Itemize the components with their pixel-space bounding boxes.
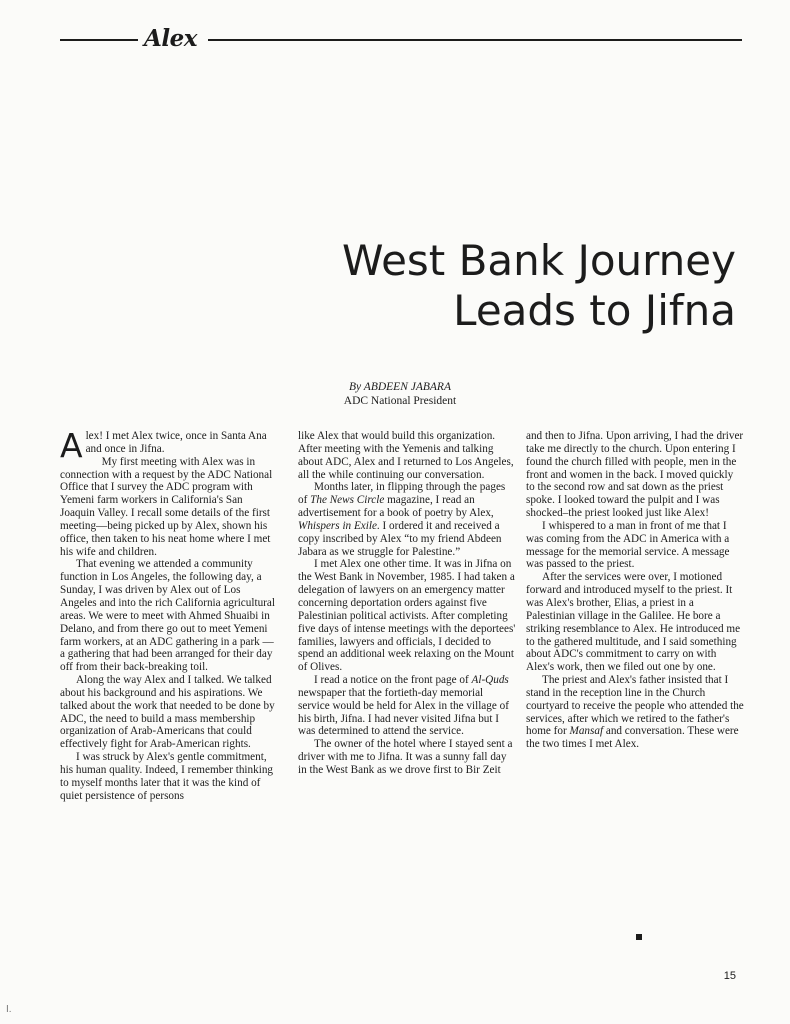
paragraph: My first meeting with Alex was in connection with a request by the ADC National Office that I survey the ADC program with Yemeni farm workers in California's San Joaquin Valley. I recall some details of the first meeting—being picked up by Alex, shown his office, then taken to his neat home where I met his wife and children. [60,455,273,558]
paragraph: Alex! I met Alex twice, once in Santa Ana and once in Jifna. [60,426,267,465]
article-title [216,236,736,336]
paragraph: like Alex that would build this organization. After meeting with the Yemenis and talking about ADC, Alex and I returned to Los Angeles, all the while continuing our conversation. [298,430,514,481]
page-number: 15 [723,970,736,982]
newspaper-title: Al-Quds [471,674,509,687]
paragraph: and then to Jifna. Upon arriving, I had the driver take me directly to the church. Upon entering I found the church filled with people, men in the front and women in the back. I moved quickly to the second row and sat down as the priest spoke. I looked toward the pulpit and I was shocked–the priest looked just like Alex! [526,430,744,520]
header-rule-right [208,39,742,41]
drop-cap: A [60,426,83,465]
title-line-2: Leads to Jifna [453,286,736,335]
column-2 [298,430,516,777]
section-label: Alex [144,25,197,52]
section-header [60,25,742,52]
paragraph: I whispered to a man in front of me that I was coming from the ADC in America with a message for the memorial service. A message was passed to the priest. [526,519,730,571]
dish-name: Mansaf [569,725,604,738]
paragraph: After the services were over, I motioned forward and introduced myself to the priest. It was Alex's brother, Elias, a priest in a Palestinian village in the Galilee. He bore a striking resemblance to Alex. He introduced me to the gathered multitude, and I said something about ADC's commitment to carry on with Alex's work, then we filed out one by one. [526,571,741,674]
magazine-title: The News Circle [310,494,385,507]
paragraph: The owner of the hotel where I stayed sent a driver with me to Jifna. It was a sunny fall day in the West Bank as we drove first to Bir Zeit [298,738,513,776]
paragraph: I met Alex one other time. It was in Jifna on the West Bank in November, 1985. I had taken a delegation of lawyers on an emergency matter concerning deportation orders against five Palestinian political activists. After completing five days of intense meetings with the deportees' families, lawyers and officials, I decided to spend an additional week relaxing on the Mount of Olives. [298,558,516,674]
paragraph: Months later, in flipping through the pages of The News Circle magazine, I read an advertisement for a book of poetry by Alex, Whispers in Exile. I ordered it and received a copy inscribed by Alex “to my friend Abdeen Jabara as we struggle for Palestine.” [298,481,506,558]
paragraph: I was struck by Alex's gentle commitment, his human quality. Indeed, I remember thinking to myself months later that it was the kind of quiet persistence of persons [60,751,274,802]
byline-author: By ABDEEN JABARA [349,381,451,393]
paragraph: Along the way Alex and I talked. We talked about his background and his aspirations. We talked about the work that needed to be done by ADC, the need to build a mass membership organization of Arab-Americans that could effectively fight for Arab-American rights. [60,674,275,751]
paragraph: I read a notice on the front page of Al-Quds newspaper that the fortieth-day memorial service would be held for Alex in the village of his birth, Jifna. I had never visited Jifna but I was determined to attend the service. [298,674,509,738]
column-1 [60,426,278,802]
paragraph: The priest and Alex's father insisted that I stand in the reception line in the Church courtyard to receive the people who attended the services, after which we retired to the father's home for Mansaf and conversation. These were the two times I met Alex. [526,674,744,751]
byline [250,380,550,408]
title-line-1: West Bank Journey [342,236,736,285]
paragraph: That evening we attended a community function in Los Angeles, the following day, a Sunday, I was driven by Alex out of Los Angeles and into the rich California agricultural areas. We were to meet with Ahmed Shuaibi in Delano, and from there go out to meet Yemeni farm workers, at an ADC gathering in a park — a gathering that had been arranged for their day off from their back-breaking toil. [60,558,275,674]
end-of-article-mark [636,934,642,940]
column-3 [526,430,744,751]
margin-mark: I. [6,1004,12,1015]
byline-role: ADC National President [343,395,457,407]
header-rule-left [60,39,138,41]
book-title: Whispers in Exile [298,519,377,532]
